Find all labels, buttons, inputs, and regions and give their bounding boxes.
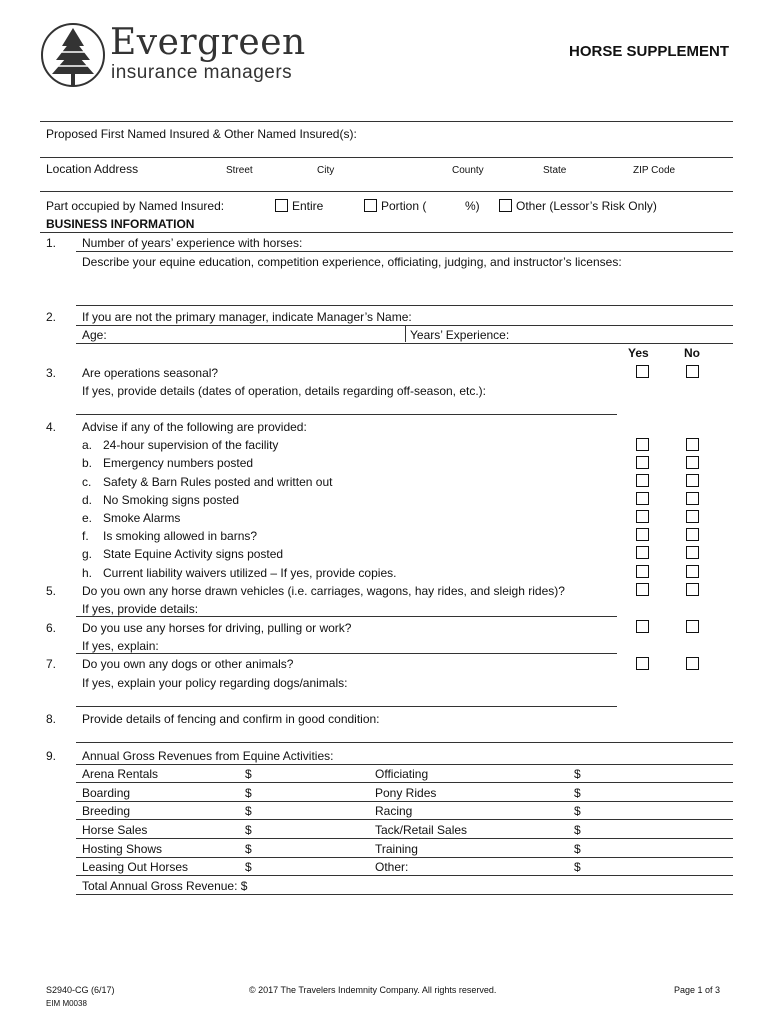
q4-item-letter: g. <box>82 547 93 561</box>
q4g-no-checkbox[interactable] <box>686 546 699 559</box>
q9-number: 9. <box>46 749 57 763</box>
q4-item-letter: e. <box>82 511 93 525</box>
revenue-dollar: $ <box>245 786 252 800</box>
q6-sub-text: If yes, explain: <box>82 639 159 653</box>
page-title: HORSE SUPPLEMENT <box>569 43 730 60</box>
q7-no-checkbox[interactable] <box>686 657 699 670</box>
q4-item-letter: c. <box>82 475 92 489</box>
q4-item-letter: d. <box>82 493 93 507</box>
q4-item-text: Safety & Barn Rules posted and written out <box>103 475 333 489</box>
q4h-yes-checkbox[interactable] <box>636 565 649 578</box>
q6-number: 6. <box>46 621 57 635</box>
q3-answer-field[interactable] <box>76 414 617 415</box>
street-label: Street <box>226 165 253 176</box>
q5-text: Do you own any horse drawn vehicles (i.e. carriages, wagons, hay rides, and sleigh rides)? <box>82 584 565 598</box>
entire-label: Entire <box>292 199 324 213</box>
q5-answer-field[interactable] <box>76 616 617 617</box>
q7-yes-checkbox[interactable] <box>636 657 649 670</box>
q4b-yes-checkbox[interactable] <box>636 456 649 469</box>
named-insured-label: Proposed First Named Insured & Other Named Insured(s): <box>46 127 357 141</box>
q1-answer-field[interactable] <box>76 305 733 306</box>
form-code-secondary: EIM M0038 <box>46 999 87 1008</box>
q4c-yes-checkbox[interactable] <box>636 474 649 487</box>
q3-yes-checkbox[interactable] <box>636 365 649 378</box>
q8-text: Provide details of fencing and confirm in good condition: <box>82 712 380 726</box>
location-address-label: Location Address <box>46 162 139 176</box>
revenue-field[interactable] <box>76 857 733 858</box>
revenue-dollar: $ <box>574 860 581 874</box>
named-insured-field[interactable] <box>40 157 733 158</box>
part-occupied-label: Part occupied by Named Insured: <box>46 199 225 213</box>
revenue-dollar: $ <box>574 823 581 837</box>
revenue-dollar: $ <box>574 767 581 781</box>
q7-text: Do you own any dogs or other animals? <box>82 657 294 671</box>
q4-item-text: State Equine Activity signs posted <box>103 547 284 561</box>
q4f-yes-checkbox[interactable] <box>636 528 649 541</box>
q4-item-text: Emergency numbers posted <box>103 456 254 470</box>
business-information-heading: BUSINESS INFORMATION <box>46 217 195 231</box>
q6-no-checkbox[interactable] <box>686 620 699 633</box>
location-address-field[interactable] <box>40 191 733 192</box>
revenue-field[interactable] <box>76 801 733 802</box>
logo-tagline: insurance managers <box>111 62 293 83</box>
state-label: State <box>543 165 567 176</box>
logo-wordmark: Evergreen <box>110 22 306 63</box>
q4-text: Advise if any of the following are provided: <box>82 420 307 434</box>
q2-text: If you are not the primary manager, indicate Manager’s Name: <box>82 310 412 324</box>
lessors-risk-checkbox[interactable] <box>499 199 512 212</box>
q4-item-letter: a. <box>82 438 93 452</box>
revenue-dollar: $ <box>245 767 252 781</box>
q7-answer-field[interactable] <box>76 706 617 707</box>
q1-text: Number of years’ experience with horses: <box>82 236 303 250</box>
q4-item-letter: h. <box>82 566 93 580</box>
q4-number: 4. <box>46 420 57 434</box>
q8-number: 8. <box>46 712 57 726</box>
entire-checkbox[interactable] <box>275 199 288 212</box>
q7-number: 7. <box>46 657 57 671</box>
city-label: City <box>317 165 335 176</box>
evergreen-tree-logo-icon <box>40 20 106 90</box>
q3-number: 3. <box>46 366 57 380</box>
q6-text: Do you use any horses for driving, pulling or work? <box>82 621 352 635</box>
revenue-label: Officiating <box>375 767 429 781</box>
page-number: Page 1 of 3 <box>674 985 721 995</box>
revenue-label: Pony Rides <box>375 786 437 800</box>
form-code: S2940-CG (6/17) <box>46 985 115 995</box>
q5-sub-text: If yes, provide details: <box>82 602 199 616</box>
revenue-label: Breeding <box>82 804 131 818</box>
portion-label: Portion ( <box>381 199 427 213</box>
revenue-dollar: $ <box>574 804 581 818</box>
no-column-header: No <box>684 346 700 360</box>
q2-answer-field[interactable] <box>76 343 733 344</box>
q4d-no-checkbox[interactable] <box>686 492 699 505</box>
q4d-yes-checkbox[interactable] <box>636 492 649 505</box>
q3-text: Are operations seasonal? <box>82 366 219 380</box>
revenue-field[interactable] <box>76 819 733 820</box>
total-revenue-label: Total Annual Gross Revenue: $ <box>82 879 248 893</box>
q4h-no-checkbox[interactable] <box>686 565 699 578</box>
q4c-no-checkbox[interactable] <box>686 474 699 487</box>
revenue-dollar: $ <box>245 804 252 818</box>
revenue-label: Horse Sales <box>82 823 148 837</box>
q4e-no-checkbox[interactable] <box>686 510 699 523</box>
revenue-label: Boarding <box>82 786 131 800</box>
portion-checkbox[interactable] <box>364 199 377 212</box>
q2-age-label: Age: <box>82 328 107 342</box>
q4-item-text: 24-hour supervision of the facility <box>103 438 279 452</box>
q4e-yes-checkbox[interactable] <box>636 510 649 523</box>
revenue-dollar: $ <box>245 860 252 874</box>
revenue-label: Arena Rentals <box>82 767 159 781</box>
revenue-label: Racing <box>375 804 413 818</box>
zip-label: ZIP Code <box>633 165 676 176</box>
revenue-field[interactable] <box>76 782 733 783</box>
q3-no-checkbox[interactable] <box>686 365 699 378</box>
revenue-label: Leasing Out Horses <box>82 860 189 874</box>
q9-text: Annual Gross Revenues from Equine Activities: <box>82 749 334 763</box>
q2-years-experience-label: Years’ Experience: <box>410 328 510 342</box>
q5-no-checkbox[interactable] <box>686 583 699 596</box>
copyright: © 2017 The Travelers Indemnity Company. All rights reserved. <box>249 985 497 995</box>
revenue-dollar: $ <box>245 842 252 856</box>
q6-answer-field[interactable] <box>76 653 617 654</box>
q4-item-text: No Smoking signs posted <box>103 493 240 507</box>
q4b-no-checkbox[interactable] <box>686 456 699 469</box>
q4g-yes-checkbox[interactable] <box>636 546 649 559</box>
q1-number: 1. <box>46 236 57 250</box>
revenue-field[interactable] <box>76 838 733 839</box>
q3-sub-text: If yes, provide details (dates of operation, details regarding off-season, etc.): <box>82 384 487 398</box>
portion-percent-label: %) <box>465 199 480 213</box>
q4a-yes-checkbox[interactable] <box>636 438 649 451</box>
q4-item-letter: f. <box>82 529 89 543</box>
q4-item-text: Current liability waivers utilized – If yes, provide copies. <box>103 566 397 580</box>
revenue-label: Hosting Shows <box>82 842 163 856</box>
yes-column-header: Yes <box>628 346 649 360</box>
q4-item-letter: b. <box>82 456 93 470</box>
revenue-dollar: $ <box>574 842 581 856</box>
q1-sub-text: Describe your equine education, competition experience, officiating, judging, and instructor’s licenses: <box>82 255 622 269</box>
q4a-no-checkbox[interactable] <box>686 438 699 451</box>
revenue-label: Other: <box>375 860 409 874</box>
lessors-risk-label: Other (Lessor’s Risk Only) <box>516 199 657 213</box>
revenue-label: Training <box>375 842 418 856</box>
revenue-dollar: $ <box>245 823 252 837</box>
revenue-label: Tack/Retail Sales <box>375 823 468 837</box>
q5-number: 5. <box>46 584 57 598</box>
revenue-dollar: $ <box>574 786 581 800</box>
revenue-field[interactable] <box>76 875 733 876</box>
q6-yes-checkbox[interactable] <box>636 620 649 633</box>
q4-item-text: Is smoking allowed in barns? <box>103 529 258 543</box>
total-revenue-field[interactable] <box>76 894 733 895</box>
q2-number: 2. <box>46 310 57 324</box>
q8-answer-field[interactable] <box>76 742 733 743</box>
q4f-no-checkbox[interactable] <box>686 528 699 541</box>
q5-yes-checkbox[interactable] <box>636 583 649 596</box>
county-label: County <box>452 165 484 176</box>
q4-item-text: Smoke Alarms <box>103 511 181 525</box>
q7-sub-text: If yes, explain your policy regarding dogs/animals: <box>82 676 348 690</box>
